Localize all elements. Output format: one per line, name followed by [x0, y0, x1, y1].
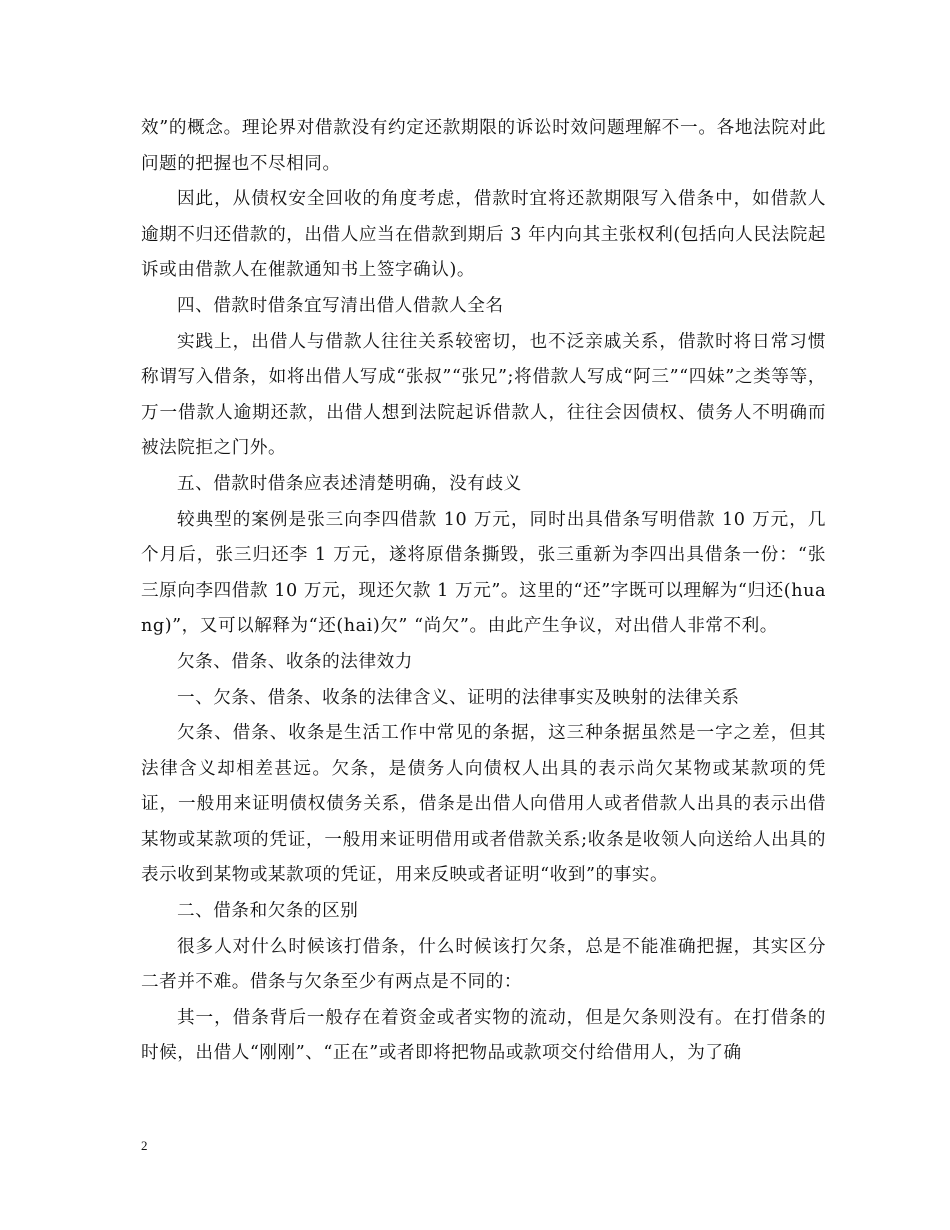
- paragraph: 效”的概念。理论界对借款没有约定还款期限的诉讼时效问题理解不一。各地法院对此问题的把握也不尽相同。: [141, 118, 826, 174]
- section-heading: 四、借款时借条宜写清出借人借款人全名: [177, 295, 504, 316]
- section-heading: 五、借款时借条应表述清楚明确，没有歧义: [177, 473, 522, 494]
- paragraph: 实践上，出借人与借款人往往关系较密切，也不泛亲戚关系，借款时将日常习惯称谓写入借条，如将出借人写成“张叔”“张兄”;将借款人写成“阿三”“四妹”之类等等，万一借款人逾期还款，出借人想到法院起诉借款人，往往会因债权、债务人不明确而被法院拒之门外。: [141, 331, 826, 459]
- page-number: 2: [141, 1138, 148, 1153]
- paragraph: 欠条、借条、收条是生活工作中常见的条据，这三种条据虽然是一字之差，但其法律含义却相差甚远。欠条，是债务人向债权人出具的表示尚欠某物或某款项的凭证，一般用来证明债权债务关系，借条是出借人向借用人或者借款人出具的表示出借某物或某款项的凭证，一般用来证明借用或者借款关系;收条是收领人向送给人出具的表示收到某物或某款项的凭证，用来反映或者证明“收到”的事实。: [141, 723, 826, 886]
- paragraph: 因此，从债权安全回收的角度考虑，借款时宜将还款期限写入借条中，如借款人逾期不归还借款的，出借人应当在借款到期后 3 年内向其主张权利(包括向人民法院起诉或由借款人在催款通知书上签字确认)。: [141, 189, 826, 281]
- paragraph: 很多人对什么时候该打借条，什么时候该打欠条，总是不能准确把握，其实区分二者并不难。借条与欠条至少有两点是不同的：: [141, 936, 826, 993]
- paragraph: 其一，借条背后一般存在着资金或者实物的流动，但是欠条则没有。在打借条的时候，出借人“刚刚”、“正在”或者即将把物品或款项交付给借用人，为了确: [141, 1007, 826, 1064]
- section-heading: 二、借条和欠条的区别: [177, 901, 359, 922]
- document-body: [141, 111, 826, 1072]
- paragraph: 较典型的案例是张三向李四借款 10 万元，同时出具借条写明借款 10 万元，几个月后，张三归还李 1 万元，遂将原借条撕毁，张三重新为李四出具借条一份：“张三原向李四借款 10 万元，现还欠款 1 万元”。这里的“还”字既可以理解为“归还(huang)”，又可以解释为“还(hai)欠” “尚欠”。由此产生争议，对出借人非常不利。: [141, 509, 826, 637]
- section-heading: 一、欠条、借条、收条的法律含义、证明的法律事实及映射的法律关系: [177, 687, 740, 708]
- section-heading: 欠条、借条、收条的法律效力: [177, 651, 413, 672]
